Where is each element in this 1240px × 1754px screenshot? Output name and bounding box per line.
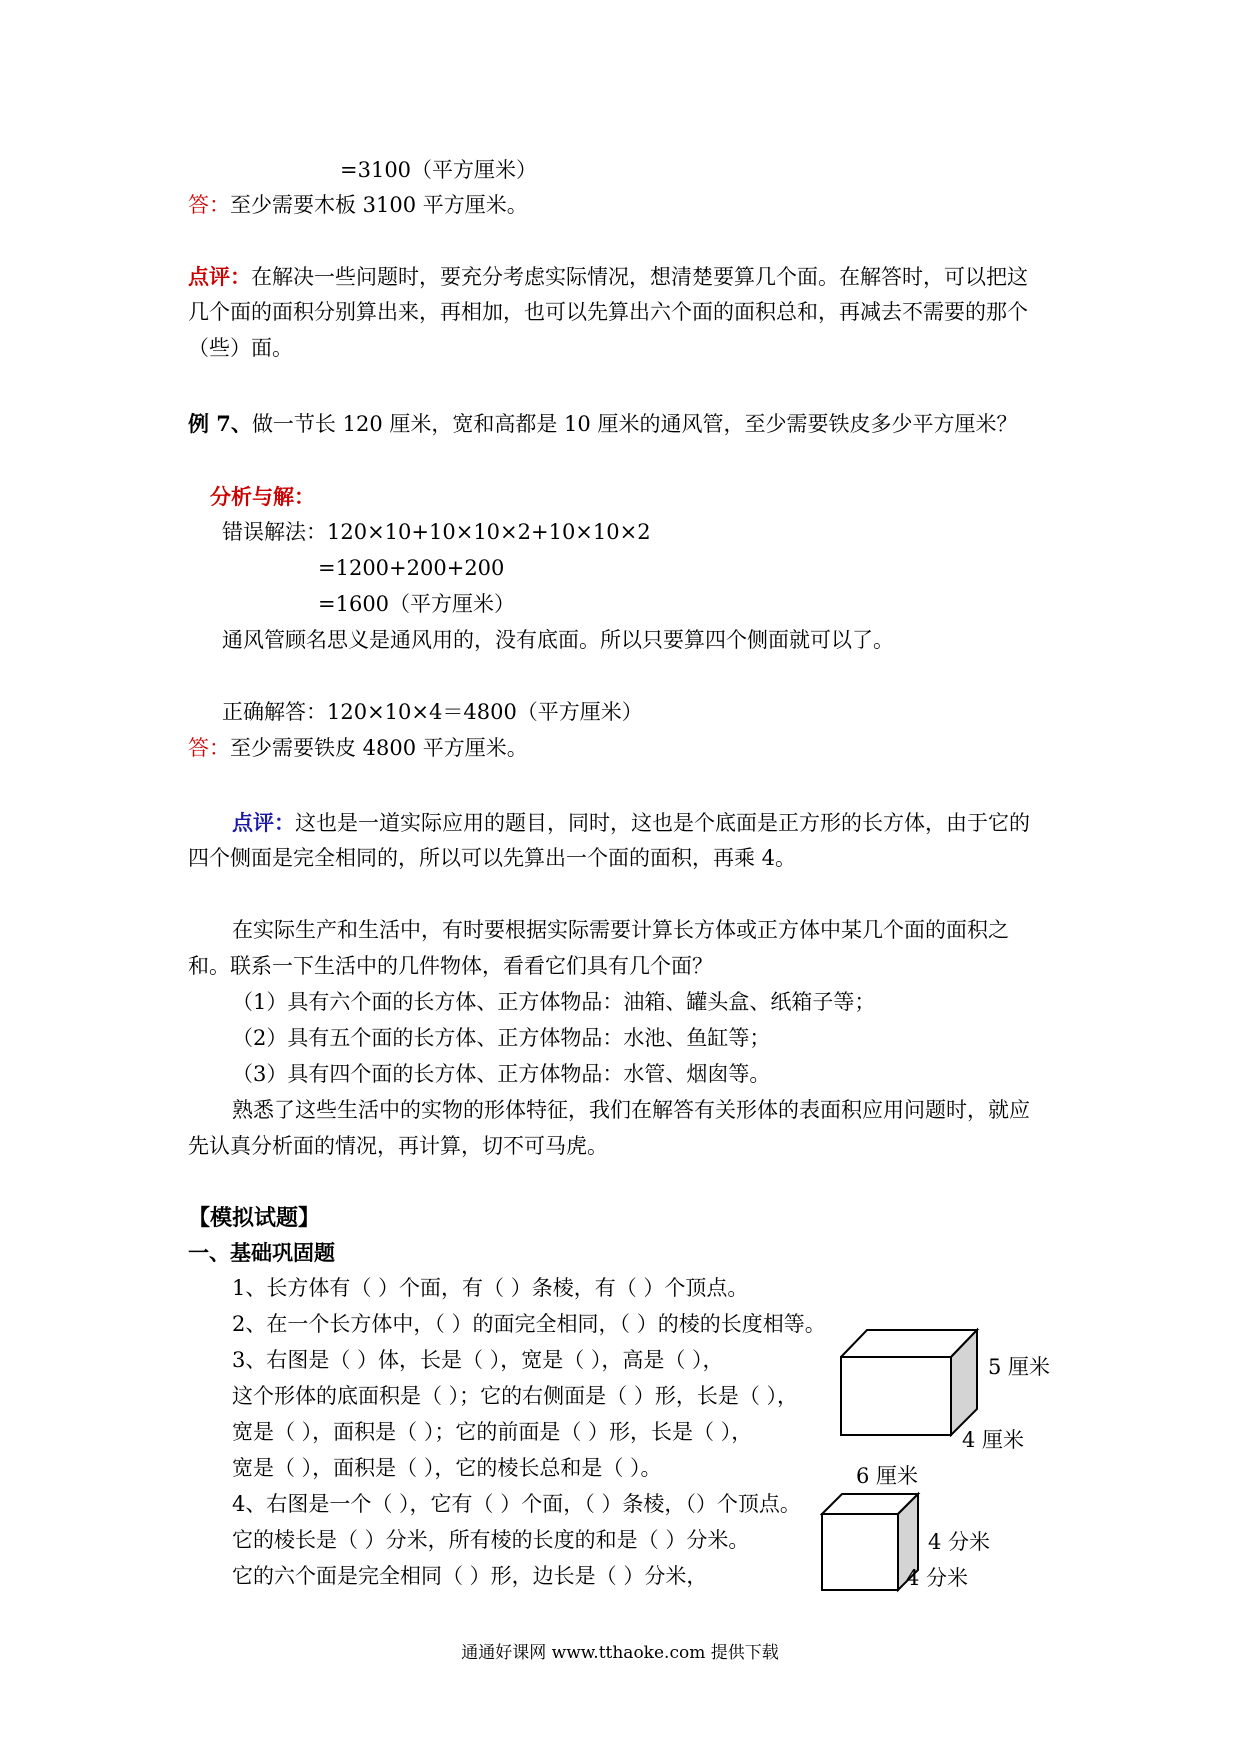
- cuboid-height-label: 5 厘米: [988, 1355, 1051, 1379]
- answer-line: [188, 738, 528, 759]
- text-line: 正确解答：120×10×4＝4800（平方厘米）: [222, 700, 643, 724]
- question-line: 它的六个面是完全相同（ ）形，边长是（ ）分米，: [232, 1564, 708, 1588]
- comment-line: [232, 812, 1030, 834]
- cuboid-figure: [840, 1325, 1100, 1475]
- text-line: 四个侧面是完全相同的，所以可以先算出一个面的面积，再乘 4。: [188, 846, 797, 870]
- answer-text: 至少需要木板 3100 平方厘米。: [230, 193, 528, 217]
- example-text: 做一节长 120 厘米，宽和高都是 10 厘米的通风管，至少需要铁皮多少平方厘米？: [251, 412, 1018, 436]
- question-line: 宽是（ ），面积是（ ）；它的前面是（ ）形，长是（ ），: [232, 1420, 753, 1444]
- comment-label: 点评：: [232, 810, 295, 835]
- text-line: 和。联系一下生活中的几件物体，看看它们具有几个面？: [188, 954, 713, 978]
- list-item: （2）具有五个面的长方体、正方体物品：水池、鱼缸等；: [232, 1026, 771, 1050]
- text-line: =3100（平方厘米）: [340, 158, 538, 182]
- example-line: [188, 413, 1017, 435]
- answer-label: 答：: [188, 736, 230, 760]
- text-line: =1200+200+200: [318, 556, 505, 580]
- cuboid-width-label: 4 厘米: [962, 1428, 1025, 1452]
- text-line: 几个面的面积分别算出来，再相加，也可以先算出六个面的面积总和，再减去不需要的那个: [188, 300, 1028, 324]
- question-line: 这个形体的底面积是（ ）；它的右侧面是（ ）形，长是（ ），: [232, 1384, 799, 1408]
- page-footer: 通通好课网 www.tthaoke.com 提供下载: [461, 1643, 779, 1663]
- text-line: （些）面。: [188, 336, 293, 360]
- comment-text: 这也是一道实际应用的题目，同时，这也是个底面是正方形的长方体，由于它的: [295, 811, 1030, 835]
- text-line: =1600（平方厘米）: [318, 592, 516, 616]
- question-line: 2、在一个长方体中，（ ）的面完全相同，（ ）的棱的长度相等。: [232, 1312, 826, 1336]
- cube-front-face: [822, 1514, 898, 1590]
- comment-line: [188, 266, 1028, 288]
- comment-label: 点评：: [188, 264, 251, 289]
- analysis-heading: 分析与解：: [210, 484, 315, 509]
- question-line: 1、长方体有（ ）个面，有（ ）条棱，有（ ）个顶点。: [232, 1276, 749, 1300]
- cuboid-front-face: [841, 1357, 951, 1435]
- answer-label: 答：: [188, 193, 230, 217]
- subsection-title: 一、基础巩固题: [188, 1240, 335, 1265]
- cube-height-label: 4 分米: [928, 1530, 991, 1554]
- question-line: 它的棱长是（ ）分米，所有棱的长度的和是（ ）分米。: [232, 1528, 750, 1552]
- list-item: （3）具有四个面的长方体、正方体物品：水管、烟囱等。: [232, 1062, 771, 1086]
- question-line: 宽是（ ），面积是（ ），它的棱长总和是（ ）。: [232, 1456, 662, 1480]
- example-label: 例 7、: [188, 411, 252, 436]
- list-item: （1）具有六个面的长方体、正方体物品：油箱、罐头盒、纸箱子等；: [232, 990, 876, 1014]
- answer-line: [188, 195, 528, 216]
- text-line: 在实际生产和生活中，有时要根据实际需要计算长方体或正方体中某几个面的面积之: [232, 918, 1009, 942]
- cuboid-length-label: 6 厘米: [856, 1464, 919, 1488]
- text-line: 先认真分析面的情况，再计算，切不可马虎。: [188, 1134, 608, 1158]
- cube-width-label: 4 分米: [906, 1566, 969, 1590]
- text-line: 错误解法：120×10+10×10×2+10×10×2: [222, 520, 651, 544]
- text-line: 通风管顾名思义是通风用的，没有底面。所以只要算四个侧面就可以了。: [222, 628, 894, 652]
- comment-text: 在解决一些问题时，要充分考虑实际情况，想清楚要算几个面。在解答时，可以把这: [251, 265, 1028, 289]
- text-line: 熟悉了这些生活中的实物的形体特征，我们在解答有关形体的表面积应用问题时，就应: [232, 1098, 1030, 1122]
- question-line: 3、右图是（ ）体，长是（ ），宽是（ ），高是（ ），: [232, 1348, 724, 1372]
- question-line: 4、右图是一个（ ），它有（ ）个面，（ ）条棱，（）个顶点。: [232, 1492, 801, 1516]
- answer-text: 至少需要铁皮 4800 平方厘米。: [230, 736, 528, 760]
- section-title: 【模拟试题】: [188, 1205, 321, 1231]
